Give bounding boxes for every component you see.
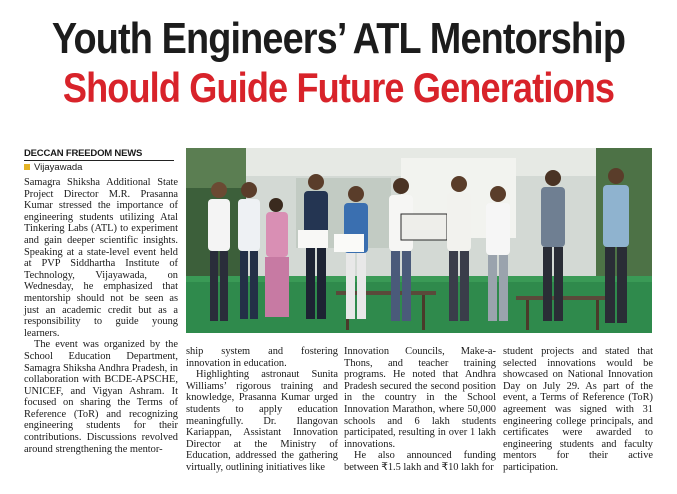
article-paragraph: ship system and fostering innovation in education. [186, 346, 338, 369]
article-column-2 [186, 346, 338, 474]
article-paragraph: Innovation Councils, Make-a-Thons, and teacher training programs. He noted that Andhra Pradesh secured the second position in the country in the School Innovation Marathon, where 50,000 schools and 6 lakh students participated, resulting in over 1 lakh innovations. [344, 346, 496, 450]
article-column-4 [503, 346, 653, 474]
article-paragraph: He also announced funding between ₹1.5 lakh and ₹10 lakh for [344, 450, 496, 473]
dateline [24, 162, 82, 173]
article-paragraph: The event was organized by the School Education Department, Samagra Shiksha Andhra Pradesh, in collaboration with BCDE-APSCHE, UNICEF, and Vigyan Ashram. It focused on sharing the Terms of Reference (ToR) and recognizing engineering students for their contributions. Discussions revolved around strengthening the mentor- [24, 339, 178, 455]
article-column-3 [344, 346, 496, 474]
article-paragraph: Samagra Shiksha Additional State Project Director M.R. Prasanna Kumar stressed the importance of engineering students utilizing Atal Tinkering Labs (ATL) to experiment and gain deeper scientific insights. Speaking at a state-level event held at PVP Siddhartha Institute of Technology, Vijayawada, on Wednesday, he emphasized that mentorship should not be seen as just an academic credit but as a responsibility to guide young learners. [24, 177, 178, 339]
headline-line-1: Youth Engineers’ ATL Mentorship [51, 14, 626, 63]
headline-line-2: Should Guide Future Generations [62, 64, 615, 111]
publication-name: DECCAN FREEDOM NEWS [24, 148, 143, 159]
dateline-square-icon [24, 164, 30, 170]
article-column-1 [24, 177, 178, 455]
article-paragraph: Highlighting astronaut Sunita Williams’ rigorous training and knowledge, Prasanna Kumar urged students to apply education meaningfully. Dr. Ilangovan Kariappan, Assistant Innovation Director at the Ministry of Education, addressed the gathering virtually, outlining initiatives like [186, 369, 338, 473]
dateline-city: Vijayawada [34, 162, 83, 173]
source-divider [24, 160, 174, 161]
article-paragraph: student projects and stated that selected innovations would be showcased on National Innovation Day on July 29. As part of the event, a Terms of Reference (ToR) agreement was signed with 31 engineering college principals, and certificates were awarded to engineering students and faculty mentors for their active participation. [503, 346, 653, 473]
event-photo [186, 148, 652, 333]
